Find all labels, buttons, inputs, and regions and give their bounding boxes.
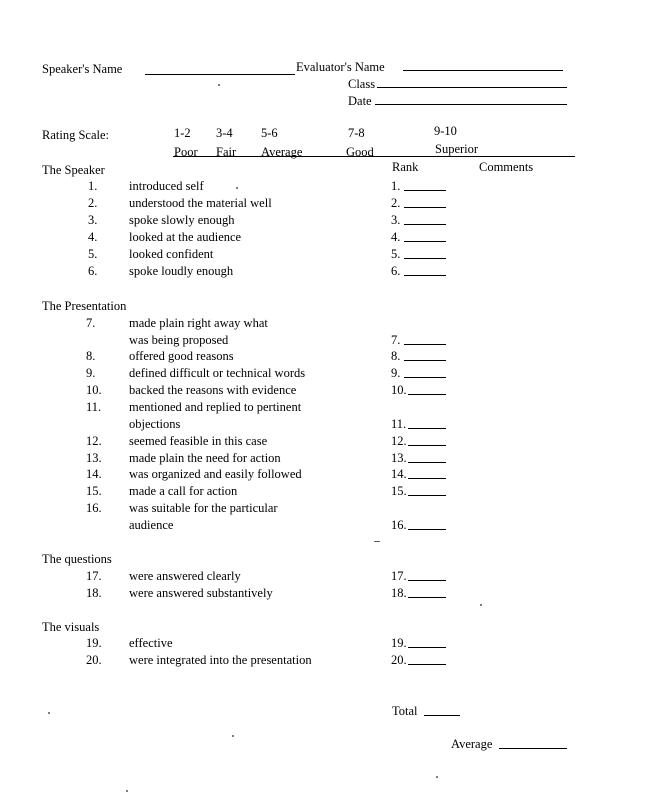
rating-scale-label: Rating Scale: xyxy=(42,128,109,142)
item-number: 13. xyxy=(86,451,102,465)
item-number: 20. xyxy=(86,653,102,667)
rank-field[interactable] xyxy=(408,529,446,530)
scale-desc: Superior xyxy=(435,142,479,156)
scan-speck xyxy=(218,84,220,86)
scale-range: 9-10 xyxy=(434,124,457,138)
item-text: understood the material well xyxy=(129,196,272,210)
item-text: were answered clearly xyxy=(129,569,241,583)
evaluator-name-label: Evaluator's Name xyxy=(296,60,385,74)
item-number: 4. xyxy=(88,230,98,244)
item-text-continued: audience xyxy=(129,518,174,532)
date-label: Date xyxy=(348,94,372,108)
rank-label: 1. xyxy=(391,179,401,193)
rank-label: 20. xyxy=(391,653,407,667)
rank-field[interactable] xyxy=(404,224,446,225)
rank-label: 12. xyxy=(391,434,407,448)
item-number: 18. xyxy=(86,586,102,600)
item-number: 7. xyxy=(86,316,96,330)
class-label: Class xyxy=(348,77,376,91)
item-text: spoke slowly enough xyxy=(129,213,235,227)
rank-label: 15. xyxy=(391,484,407,498)
rank-label: 6. xyxy=(391,264,401,278)
item-text: seemed feasible in this case xyxy=(129,434,268,448)
total-field[interactable] xyxy=(424,715,460,716)
item-text-continued: was being proposed xyxy=(129,333,229,347)
item-text: mentioned and replied to pertinent xyxy=(129,400,302,414)
item-number: 6. xyxy=(88,264,98,278)
rank-field[interactable] xyxy=(404,360,446,361)
rank-label: 5. xyxy=(391,247,401,261)
rank-label: 2. xyxy=(391,196,401,210)
rank-label: 4. xyxy=(391,230,401,244)
item-text: looked confident xyxy=(129,247,214,261)
scan-speck xyxy=(436,776,438,778)
date-field[interactable] xyxy=(375,104,567,105)
item-text: effective xyxy=(129,636,173,650)
item-number: 2. xyxy=(88,196,98,210)
average-field[interactable] xyxy=(499,748,567,749)
item-text: made plain the need for action xyxy=(129,451,281,465)
item-number: 12. xyxy=(86,434,102,448)
item-number: 11. xyxy=(86,400,102,414)
section-title-speaker: The Speaker xyxy=(42,163,105,177)
item-number: 9. xyxy=(86,366,96,380)
scale-desc: Poor xyxy=(174,145,198,159)
item-number: 19. xyxy=(86,636,102,650)
rank-column-header: Rank xyxy=(392,160,419,174)
rank-field[interactable] xyxy=(404,258,446,259)
item-text: introduced self xyxy=(129,179,204,193)
item-text: made plain right away what xyxy=(129,316,268,330)
rank-field[interactable] xyxy=(408,597,446,598)
item-text: defined difficult or technical words xyxy=(129,366,306,380)
total-label: Total xyxy=(392,704,418,718)
rank-field[interactable] xyxy=(404,190,446,191)
scale-desc: Fair xyxy=(216,145,237,159)
class-field[interactable] xyxy=(377,87,567,88)
scale-range: 1-2 xyxy=(174,126,191,140)
scale-range: 5-6 xyxy=(261,126,278,140)
item-number: 14. xyxy=(86,467,102,481)
item-text: were answered substantively xyxy=(129,586,273,600)
item-text: offered good reasons xyxy=(129,349,234,363)
rank-label: 9. xyxy=(391,366,401,380)
evaluator-name-field[interactable] xyxy=(403,70,563,71)
scan-speck xyxy=(48,712,50,714)
scan-speck xyxy=(374,541,380,542)
rank-field[interactable] xyxy=(404,241,446,242)
item-number: 15. xyxy=(86,484,102,498)
item-number: 16. xyxy=(86,501,102,515)
scan-speck xyxy=(232,735,234,737)
item-number: 8. xyxy=(86,349,96,363)
rank-field[interactable] xyxy=(408,580,446,581)
rank-field[interactable] xyxy=(408,478,446,479)
section-title-visuals: The visuals xyxy=(42,620,100,634)
rank-field[interactable] xyxy=(408,428,446,429)
item-text: was organized and easily followed xyxy=(129,467,302,481)
scale-desc: Average xyxy=(261,145,303,159)
item-number: 3. xyxy=(88,213,98,227)
scan-speck xyxy=(480,604,482,606)
item-text: were integrated into the presentation xyxy=(129,653,312,667)
rank-field[interactable] xyxy=(408,462,446,463)
rank-label: 10. xyxy=(391,383,407,397)
rank-field[interactable] xyxy=(408,394,446,395)
rank-field[interactable] xyxy=(404,344,446,345)
rank-label: 19. xyxy=(391,636,407,650)
rank-label: 13. xyxy=(391,451,407,465)
rank-label: 14. xyxy=(391,467,407,481)
rank-label: 18. xyxy=(391,586,407,600)
item-text-continued: objections xyxy=(129,417,181,431)
rank-field[interactable] xyxy=(408,664,446,665)
item-text: spoke loudly enough xyxy=(129,264,234,278)
item-number: 17. xyxy=(86,569,102,583)
item-text: was suitable for the particular xyxy=(129,501,278,515)
item-number: 5. xyxy=(88,247,98,261)
scale-rule xyxy=(173,156,575,157)
rank-field[interactable] xyxy=(408,495,446,496)
item-number: 10. xyxy=(86,383,102,397)
scale-range: 7-8 xyxy=(348,126,365,140)
item-text: looked at the audience xyxy=(129,230,242,244)
scale-desc: Good xyxy=(346,145,374,159)
rank-label: 3. xyxy=(391,213,401,227)
rank-field[interactable] xyxy=(404,275,446,276)
scan-speck xyxy=(126,790,128,792)
rank-label: 16. xyxy=(391,518,407,532)
item-number: 1. xyxy=(88,179,98,193)
rank-label: 17. xyxy=(391,569,407,583)
section-title-presentation: The Presentation xyxy=(42,299,127,313)
average-label: Average xyxy=(451,737,493,751)
scale-range: 3-4 xyxy=(216,126,233,140)
speaker-name-field[interactable] xyxy=(145,74,295,75)
item-text: backed the reasons with evidence xyxy=(129,383,297,397)
scan-speck xyxy=(236,187,238,189)
comments-column-header: Comments xyxy=(479,160,534,174)
rank-label: 11. xyxy=(391,417,407,431)
rank-field[interactable] xyxy=(408,647,446,648)
rank-field[interactable] xyxy=(404,377,446,378)
rank-label: 7. xyxy=(391,333,401,347)
rank-field[interactable] xyxy=(404,207,446,208)
item-text: made a call for action xyxy=(129,484,238,498)
section-title-questions: The questions xyxy=(42,552,112,566)
rank-field[interactable] xyxy=(408,445,446,446)
speaker-name-label: Speaker's Name xyxy=(42,62,123,76)
rank-label: 8. xyxy=(391,349,401,363)
